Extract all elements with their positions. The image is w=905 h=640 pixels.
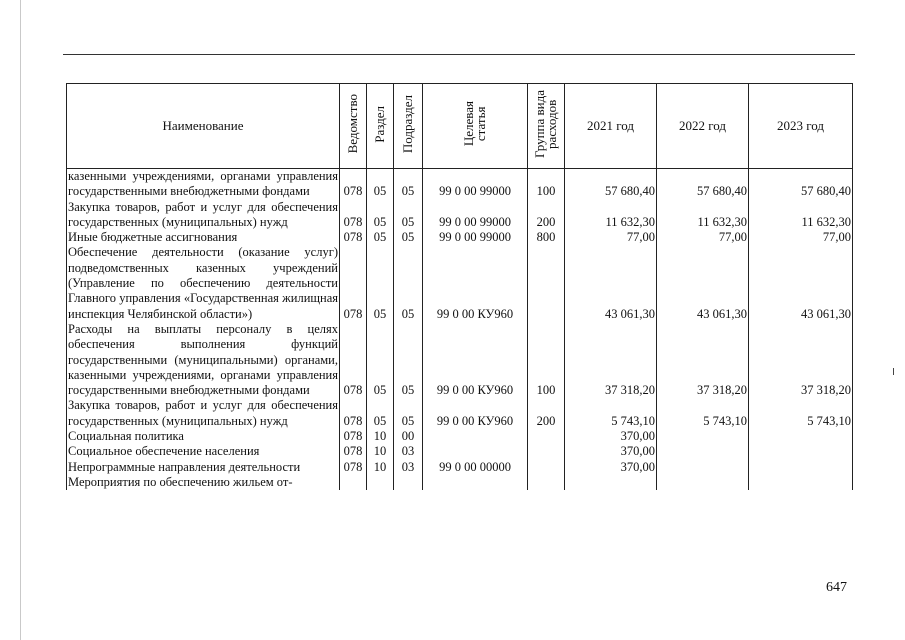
row-section: 10: [367, 444, 394, 459]
row-subsection: 05: [394, 200, 423, 231]
row-section: 05: [367, 169, 394, 200]
row-2023: 43 061,30: [749, 245, 853, 321]
scan-edge-line: [20, 0, 21, 640]
budget-table: [66, 83, 853, 490]
row-group: [528, 460, 565, 475]
row-target: [423, 444, 528, 459]
row-dept: 078: [340, 444, 367, 459]
row-target: 99 0 00 99000: [423, 200, 528, 231]
row-2022: [657, 475, 749, 490]
row-group: [528, 475, 565, 490]
row-2022: 43 061,30: [657, 245, 749, 321]
row-target: [423, 475, 528, 490]
table-row: [67, 322, 853, 398]
row-section: 05: [367, 230, 394, 245]
row-2021: 43 061,30: [565, 245, 657, 321]
row-dept: [340, 475, 367, 490]
header-subsection-label: Подраздел: [400, 94, 415, 154]
row-subsection: 00: [394, 429, 423, 444]
row-2021: 370,00: [565, 444, 657, 459]
table-row: [67, 444, 853, 459]
row-2023: [749, 444, 853, 459]
top-rule: [63, 54, 855, 55]
row-group: [528, 245, 565, 321]
row-2021: 370,00: [565, 460, 657, 475]
row-dept: 078: [340, 429, 367, 444]
row-dept: 078: [340, 200, 367, 231]
row-2021: 57 680,40: [565, 169, 657, 200]
row-dept: 078: [340, 169, 367, 200]
header-2021: 2021 год: [565, 84, 657, 169]
header-dept-label: Ведомство: [345, 94, 360, 154]
row-2023: 77,00: [749, 230, 853, 245]
row-2021: 11 632,30: [565, 200, 657, 231]
row-name: Обеспечение деятельности (оказание услуг) подведомственных казенных учреждений (Управление по обеспечению деятельности Главного управления «Государственная жилищная инспекция Челябинской области»): [68, 245, 338, 321]
row-name: Мероприятия по обеспечению жильем от-: [67, 475, 340, 490]
row-section: [367, 475, 394, 490]
row-2022: [657, 429, 749, 444]
header-section-label: Раздел: [372, 105, 387, 143]
header-target-label: Целевая статья: [461, 101, 488, 147]
header-name: Наименование: [67, 84, 340, 169]
header-section: [367, 84, 394, 169]
header-2023: 2023 год: [749, 84, 853, 169]
header-row: [67, 84, 853, 169]
row-name: Расходы на выплаты персоналу в целях обеспечения выполнения функций государственными (муниципальными) органами, казенными учреждениями, органами управления государственными внебюджетными фондами: [68, 321, 338, 398]
row-2023: 37 318,20: [749, 322, 853, 398]
row-subsection: 05: [394, 230, 423, 245]
page-number: 647: [826, 580, 847, 595]
row-section: 05: [367, 200, 394, 231]
table-row: [67, 460, 853, 475]
table-row: [67, 475, 853, 490]
row-target: 99 0 00 КУ960: [423, 322, 528, 398]
table-row: [67, 200, 853, 231]
row-2022: 11 632,30: [657, 200, 749, 231]
row-name: Иные бюджетные ассигнования: [67, 230, 340, 245]
row-subsection: 05: [394, 322, 423, 398]
row-2023: [749, 429, 853, 444]
header-target: [423, 84, 528, 169]
table-row: [67, 169, 853, 200]
row-subsection: 03: [394, 444, 423, 459]
table-row: [67, 398, 853, 429]
row-2022: 37 318,20: [657, 322, 749, 398]
row-dept: 078: [340, 230, 367, 245]
row-2022: [657, 444, 749, 459]
row-target: 99 0 00 99000: [423, 169, 528, 200]
row-name: Закупка товаров, работ и услуг для обеспечения государственных (муниципальных) нужд: [68, 398, 338, 428]
row-2023: 5 743,10: [749, 398, 853, 429]
row-2021: 5 743,10: [565, 398, 657, 429]
row-2023: [749, 460, 853, 475]
row-2023: [749, 475, 853, 490]
row-2021: [565, 475, 657, 490]
row-2023: 57 680,40: [749, 169, 853, 200]
row-section: 10: [367, 460, 394, 475]
row-2023: 11 632,30: [749, 200, 853, 231]
row-group: 100: [528, 169, 565, 200]
header-dept: [340, 84, 367, 169]
row-2022: 5 743,10: [657, 398, 749, 429]
row-section: 10: [367, 429, 394, 444]
row-target: 99 0 00 КУ960: [423, 398, 528, 429]
row-dept: 078: [340, 460, 367, 475]
row-2021: 37 318,20: [565, 322, 657, 398]
row-target: 99 0 00 99000: [423, 230, 528, 245]
row-group: 100: [528, 322, 565, 398]
row-2022: [657, 460, 749, 475]
row-target: 99 0 00 00000: [423, 460, 528, 475]
row-group: 200: [528, 398, 565, 429]
row-group: 200: [528, 200, 565, 231]
row-dept: 078: [340, 398, 367, 429]
header-group-label: Группа вида расходов: [532, 90, 559, 158]
row-section: 05: [367, 398, 394, 429]
row-section: 05: [367, 245, 394, 321]
row-name: Непрограммные направления деятельности: [67, 460, 340, 475]
table-row: [67, 245, 853, 321]
row-dept: 078: [340, 245, 367, 321]
row-group: [528, 444, 565, 459]
row-name: Социальная политика: [67, 429, 340, 444]
row-name: Социальное обеспечение населения: [67, 444, 340, 459]
row-section: 05: [367, 322, 394, 398]
table-row: [67, 230, 853, 245]
row-target: [423, 429, 528, 444]
row-2022: 57 680,40: [657, 169, 749, 200]
row-subsection: 05: [394, 245, 423, 321]
row-subsection: 05: [394, 169, 423, 200]
header-2022: 2022 год: [657, 84, 749, 169]
row-2022: 77,00: [657, 230, 749, 245]
row-dept: 078: [340, 322, 367, 398]
row-subsection: 05: [394, 398, 423, 429]
header-subsection: [394, 84, 423, 169]
row-subsection: [394, 475, 423, 490]
row-name: казенными учреждениями, органами управления государственными внебюджетными фондами: [68, 169, 338, 199]
row-2021: 370,00: [565, 429, 657, 444]
row-2021: 77,00: [565, 230, 657, 245]
row-group: [528, 429, 565, 444]
row-name: Закупка товаров, работ и услуг для обеспечения государственных (муниципальных) нужд: [68, 199, 338, 229]
row-target: 99 0 00 КУ960: [423, 245, 528, 321]
margin-mark: [893, 368, 894, 375]
table-row: [67, 429, 853, 444]
row-subsection: 03: [394, 460, 423, 475]
header-group: [528, 84, 565, 169]
row-group: 800: [528, 230, 565, 245]
